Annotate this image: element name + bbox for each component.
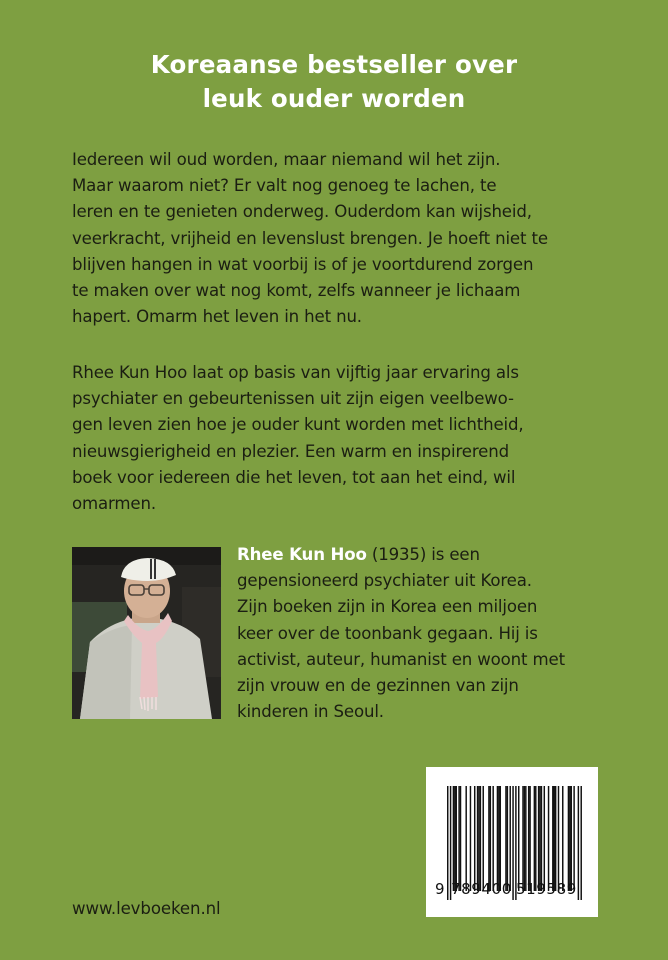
publisher-website: www.levboeken.nl: [72, 899, 221, 918]
text-line: zijn vrouw en de gezinnen van zijn: [237, 676, 519, 696]
text-line: gen leven zien hoe je ouder kunt worden met lichtheid,: [72, 415, 524, 435]
text-line: blijven hangen in wat voorbij is of je voortdurend zorgen: [72, 254, 534, 274]
text-line: keer over de toonbank gegaan. Hij is: [237, 623, 538, 643]
barcode-right-group: 519589: [516, 880, 577, 898]
author-photo: [72, 547, 221, 719]
text-line: hapert. Omarm het leven in het nu.: [72, 307, 362, 327]
barcode-lead-digit: 9: [435, 880, 445, 898]
text-line: boek voor iedereen die het leven, tot aan het eind, wil: [72, 467, 516, 487]
author-bio: [237, 542, 617, 725]
author-name: Rhee Kun Hoo: [237, 545, 367, 564]
text-line: psychiater en gebeurtenissen uit zijn eigen veelbewo-: [72, 389, 514, 409]
text-line: Iedereen wil oud worden, maar niemand wil het zijn.: [72, 150, 501, 169]
blurb-paragraph-1: [72, 147, 612, 330]
blurb-paragraph-2: [72, 360, 612, 517]
text-line: te maken over wat nog komt, zelfs wanneer je lichaam: [72, 281, 521, 301]
text-line: activist, auteur, humanist en woont met: [237, 649, 565, 669]
text-line: veerkracht, vrijheid en levenslust brengen. Je hoeft niet te: [72, 228, 548, 248]
headline-line: leuk ouder worden: [202, 84, 466, 113]
text-line: leren en te genieten onderweg. Ouderdom kan wijsheid,: [72, 202, 532, 222]
text-line: Rhee Kun Hoo laat op basis van vijftig jaar ervaring als: [72, 363, 519, 382]
author-bio-first-line: (1935) is een: [366, 545, 480, 564]
text-line: [237, 542, 617, 568]
text-line: gepensioneerd psychiater uit Korea.: [237, 571, 532, 591]
text-line: Zijn boeken zijn in Korea een miljoen: [237, 597, 538, 617]
text-line: kinderen in Seoul.: [237, 702, 384, 722]
barcode-left-group: 789400: [451, 880, 512, 898]
barcode-digits: [426, 880, 598, 902]
headline: [0, 48, 668, 116]
text-line: nieuwsgierigheid en plezier. Een warm en inspirerend: [72, 441, 509, 461]
author-portrait-illustration: [72, 547, 221, 719]
text-line: omarmen.: [72, 494, 156, 514]
text-line: Maar waarom niet? Er valt nog genoeg te lachen, te: [72, 176, 497, 196]
isbn-barcode: [426, 767, 598, 917]
headline-line: Koreaanse bestseller over: [150, 50, 518, 79]
